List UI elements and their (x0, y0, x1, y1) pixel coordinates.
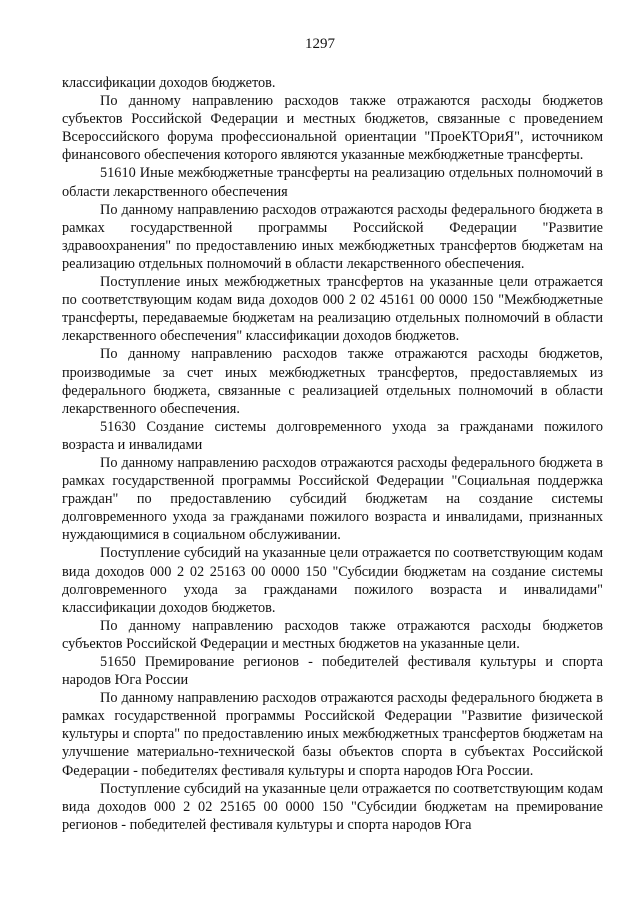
paragraph: По данному направлению расходов отражаются расходы федерального бюджета в рамках государственной программы Российской Федерации "Развитие физической культуры и спорта" по предоставлению иных межбюджетных трансфертов бюджетам на улучшение материально-технической базы объектов спорта в субъектах Российской Федерации - победителях фестиваля культуры и спорта народов Юга России. (62, 690, 603, 779)
document-body (62, 74, 603, 834)
paragraph: классификации доходов бюджетов. (62, 75, 276, 91)
paragraph: Поступление субсидий на указанные цели отражается по соответствующим кодам вида доходов 000 2 02 25163 00 0000 150 "Субсидии бюджетам на создание системы долговременного ухода за гражданами пожилого возраста и инвалидами" классификации доходов бюджетов. (62, 545, 603, 616)
section-heading: 51650 Премирование регионов - победителей фестиваля культуры и спорта народов Юга России (62, 654, 603, 689)
paragraph: Поступление субсидий на указанные цели отражается по соответствующим кодам вида доходов 000 2 02 25165 00 0000 150 "Субсидии бюджетам на премирование регионов - победителей фестиваля культуры и спорта народов Юга (62, 780, 603, 833)
paragraph: По данному направлению расходов также отражаются расходы бюджетов субъектов Российской Федерации и местных бюджетов, связанные с проведением Всероссийского форума профессиональной ориентации "ПроеКТОриЯ", источником финансового обеспечения которого являются указанные межбюджетные трансферты. (62, 93, 603, 164)
paragraph: По данному направлению расходов отражаются расходы федерального бюджета в рамках государственной программы Российской Федерации "Развитие здравоохранения" по предоставлению иных межбюджетных трансфертов бюджетам на реализацию отдельных полномочий в области лекарственного обеспечения. (62, 201, 603, 272)
section-heading: 51610 Иные межбюджетные трансферты на реализацию отдельных полномочий в области лекарственного обеспечения (62, 165, 603, 200)
paragraph: По данному направлению расходов также отражаются расходы бюджетов субъектов Российской Федерации и местных бюджетов на указанные цели. (62, 617, 603, 652)
section-heading: 51630 Создание системы долговременного ухода за гражданами пожилого возраста и инвалидами (62, 418, 603, 453)
page-number: 1297 (305, 36, 335, 52)
paragraph: По данному направлению расходов также отражаются расходы бюджетов, производимые за счет иных межбюджетных трансфертов, предоставляемых из федерального бюджета, связанные с реализацией отдельных полномочий в области лекарственного обеспечения. (62, 346, 603, 417)
paragraph: По данному направлению расходов отражаются расходы федерального бюджета в рамках государственной программы Российской Федерации "Социальная поддержка граждан" по предоставлению субсидий бюджетам на создание системы долговременного ухода за гражданами пожилого возраста и инвалидами, признанных нуждающимися в социальном обслуживании. (62, 454, 603, 544)
paragraph: Поступление иных межбюджетных трансфертов на указанные цели отражается по соответствующим кодам вида доходов 000 2 02 45161 00 0000 150 "Межбюджетные трансферты, передаваемые бюджетам на реализацию отдельных полномочий в области лекарственного обеспечения" классификации доходов бюджетов. (62, 274, 603, 345)
